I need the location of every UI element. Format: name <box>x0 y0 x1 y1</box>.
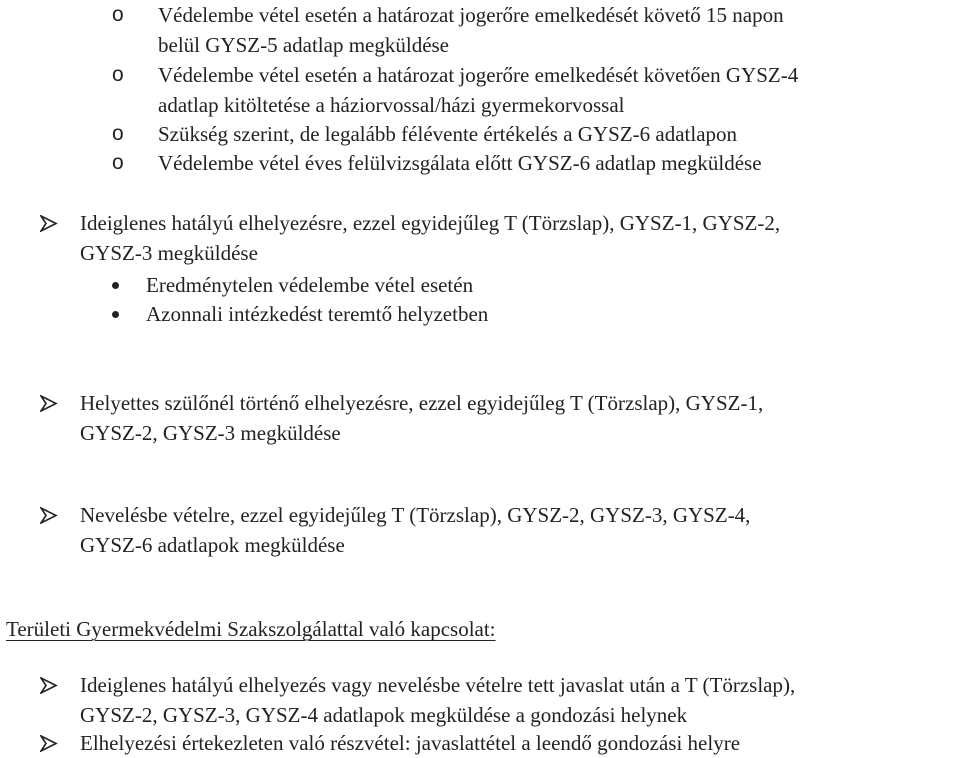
circle-bullet: o <box>112 63 124 86</box>
list-item <box>106 299 488 329</box>
list-item-text: Védelembe vétel éves felülvizsgálata előtt GYSZ-6 adatlap megküldése <box>158 151 762 175</box>
list-item <box>40 670 960 730</box>
list-item-text: Azonnali intézkedést teremtő helyzetben <box>146 302 489 326</box>
arrowhead-bullet-icon <box>40 677 58 694</box>
arrowhead-bullet-icon <box>40 215 58 232</box>
list-item <box>40 500 960 560</box>
circle-bullet: o <box>112 3 124 26</box>
arrowhead-bullet-icon <box>40 507 58 524</box>
list-item <box>112 119 958 149</box>
list-item <box>40 388 960 448</box>
list-item-text: Ideiglenes hatályú elhelyezés vagy nevelésbe vételre tett javaslat után a T (Törzslap), GYSZ-2, GYSZ-3, GYSZ-4 adatlapok megküldése a gondozási helynek <box>80 673 796 727</box>
list-item-text: Nevelésbe vételre, ezzel egyidejűleg T (Törzslap), GYSZ-2, GYSZ-3, GYSZ-4, GYSZ-6 adatlapok megküldése <box>80 503 751 557</box>
list-item-text: Elhelyezési értekezleten való részvétel: javaslattétel a leendő gondozási helyre <box>80 731 741 755</box>
list-item-text: Ideiglenes hatályú elhelyezésre, ezzel egyidejűleg T (Törzslap), GYSZ-1, GYSZ-2, GYSZ-3 megküldése <box>80 211 781 265</box>
arrowhead-bullet-icon <box>40 735 58 752</box>
list-item <box>106 270 473 300</box>
list-item <box>112 0 958 60</box>
dot-bullet <box>106 299 146 329</box>
list-item <box>40 208 960 268</box>
list-item-text: Védelembe vétel esetén a határozat jogerőre emelkedését követő 15 napon belül GYSZ-5 adatlap megküldése <box>158 3 784 57</box>
circle-bullet: o <box>112 151 124 174</box>
list-item <box>112 60 958 120</box>
list-item <box>112 148 958 178</box>
arrowhead-bullet-icon <box>40 395 58 412</box>
section-heading: Területi Gyermekvédelmi Szakszolgálattal való kapcsolat: <box>6 617 496 641</box>
list-item-text: Védelembe vétel esetén a határozat jogerőre emelkedését követően GYSZ-4 adatlap kitöltetése a háziorvossal/házi gyermekorvossal <box>158 63 799 117</box>
dot-bullet <box>106 270 146 300</box>
list-item-text: Helyettes szülőnél történő elhelyezésre, ezzel egyidejűleg T (Törzslap), GYSZ-1, GYSZ-2, GYSZ-3 megküldése <box>80 391 764 445</box>
circle-bullet: o <box>112 122 124 145</box>
list-item <box>40 728 960 758</box>
list-item-text: Szükség szerint, de legalább félévente értékelés a GYSZ-6 adatlapon <box>158 122 738 146</box>
list-item-text: Eredménytelen védelembe vétel esetén <box>146 273 474 297</box>
